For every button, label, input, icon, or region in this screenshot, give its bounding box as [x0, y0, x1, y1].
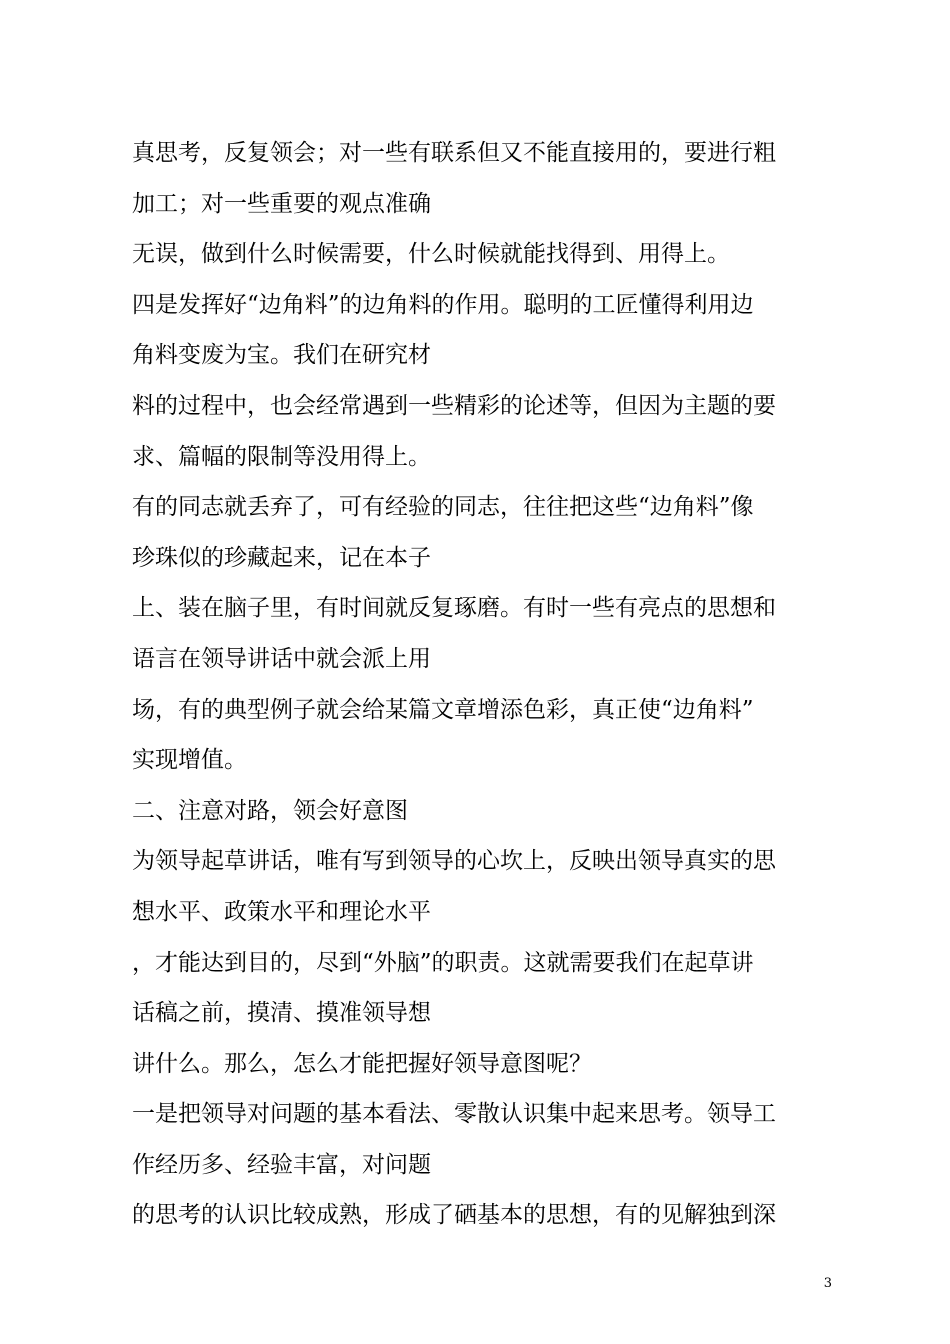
text-line: 角料变废为宝。我们在研究材	[132, 342, 431, 369]
text-line: 想水平、政策水平和理论水平	[132, 898, 431, 925]
text-line: 一是把领导对问题的基本看法、零散认识集中起来思考。领导工	[132, 1101, 776, 1128]
text-line: 珍珠似的珍藏起来，记在本子	[132, 544, 431, 571]
text-line: 作经历多、经验丰富，对问题	[132, 1151, 431, 1178]
text-line: 语言在领导讲话中就会派上用	[132, 645, 431, 672]
text-line: ，才能达到目的，尽到“外脑”的职责。这就需要我们在起草讲	[132, 949, 754, 976]
text-line: 为领导起草讲话，唯有写到领导的心坎上，反映出领导真实的思	[132, 848, 776, 875]
text-line: 话稿之前，摸清、摸准领导想	[132, 1000, 431, 1027]
section-heading: 二、注意对路，领会好意图	[132, 797, 408, 824]
text-line: 场，有的典型例子就会给某篇文章增添色彩，真正使“边角料”	[132, 696, 754, 723]
text-line: 四是发挥好“边角料”的边角料的作用。聪明的工匠懂得利用边	[132, 291, 754, 318]
page-number: 3	[823, 1276, 832, 1291]
text-line: 求、篇幅的限制等没用得上。	[132, 443, 431, 470]
text-line: 的思考的认识比较成熟，形成了硒基本的思想，有的见解独到深	[132, 1202, 776, 1229]
text-line: 无误，做到什么时候需要，什么时候就能找得到、用得上。	[132, 241, 730, 268]
text-line: 上、装在脑子里，有时间就反复琢磨。有时一些有亮点的思想和	[132, 595, 776, 622]
text-line: 料的过程中，也会经常遇到一些精彩的论述等，但因为主题的要	[132, 392, 776, 419]
text-line: 真思考，反复领会；对一些有联系但又不能直接用的，要进行粗	[132, 140, 776, 166]
document-body	[132, 128, 832, 1241]
text-line: 加工；对一些重要的观点准确	[132, 190, 431, 217]
text-line: 实现增值。	[132, 747, 247, 774]
text-line: 讲什么。那么，怎么才能把握好领导意图呢？	[132, 1050, 592, 1077]
text-line: 有的同志就丢弃了，可有经验的同志，往往把这些“边角料”像	[132, 494, 754, 521]
